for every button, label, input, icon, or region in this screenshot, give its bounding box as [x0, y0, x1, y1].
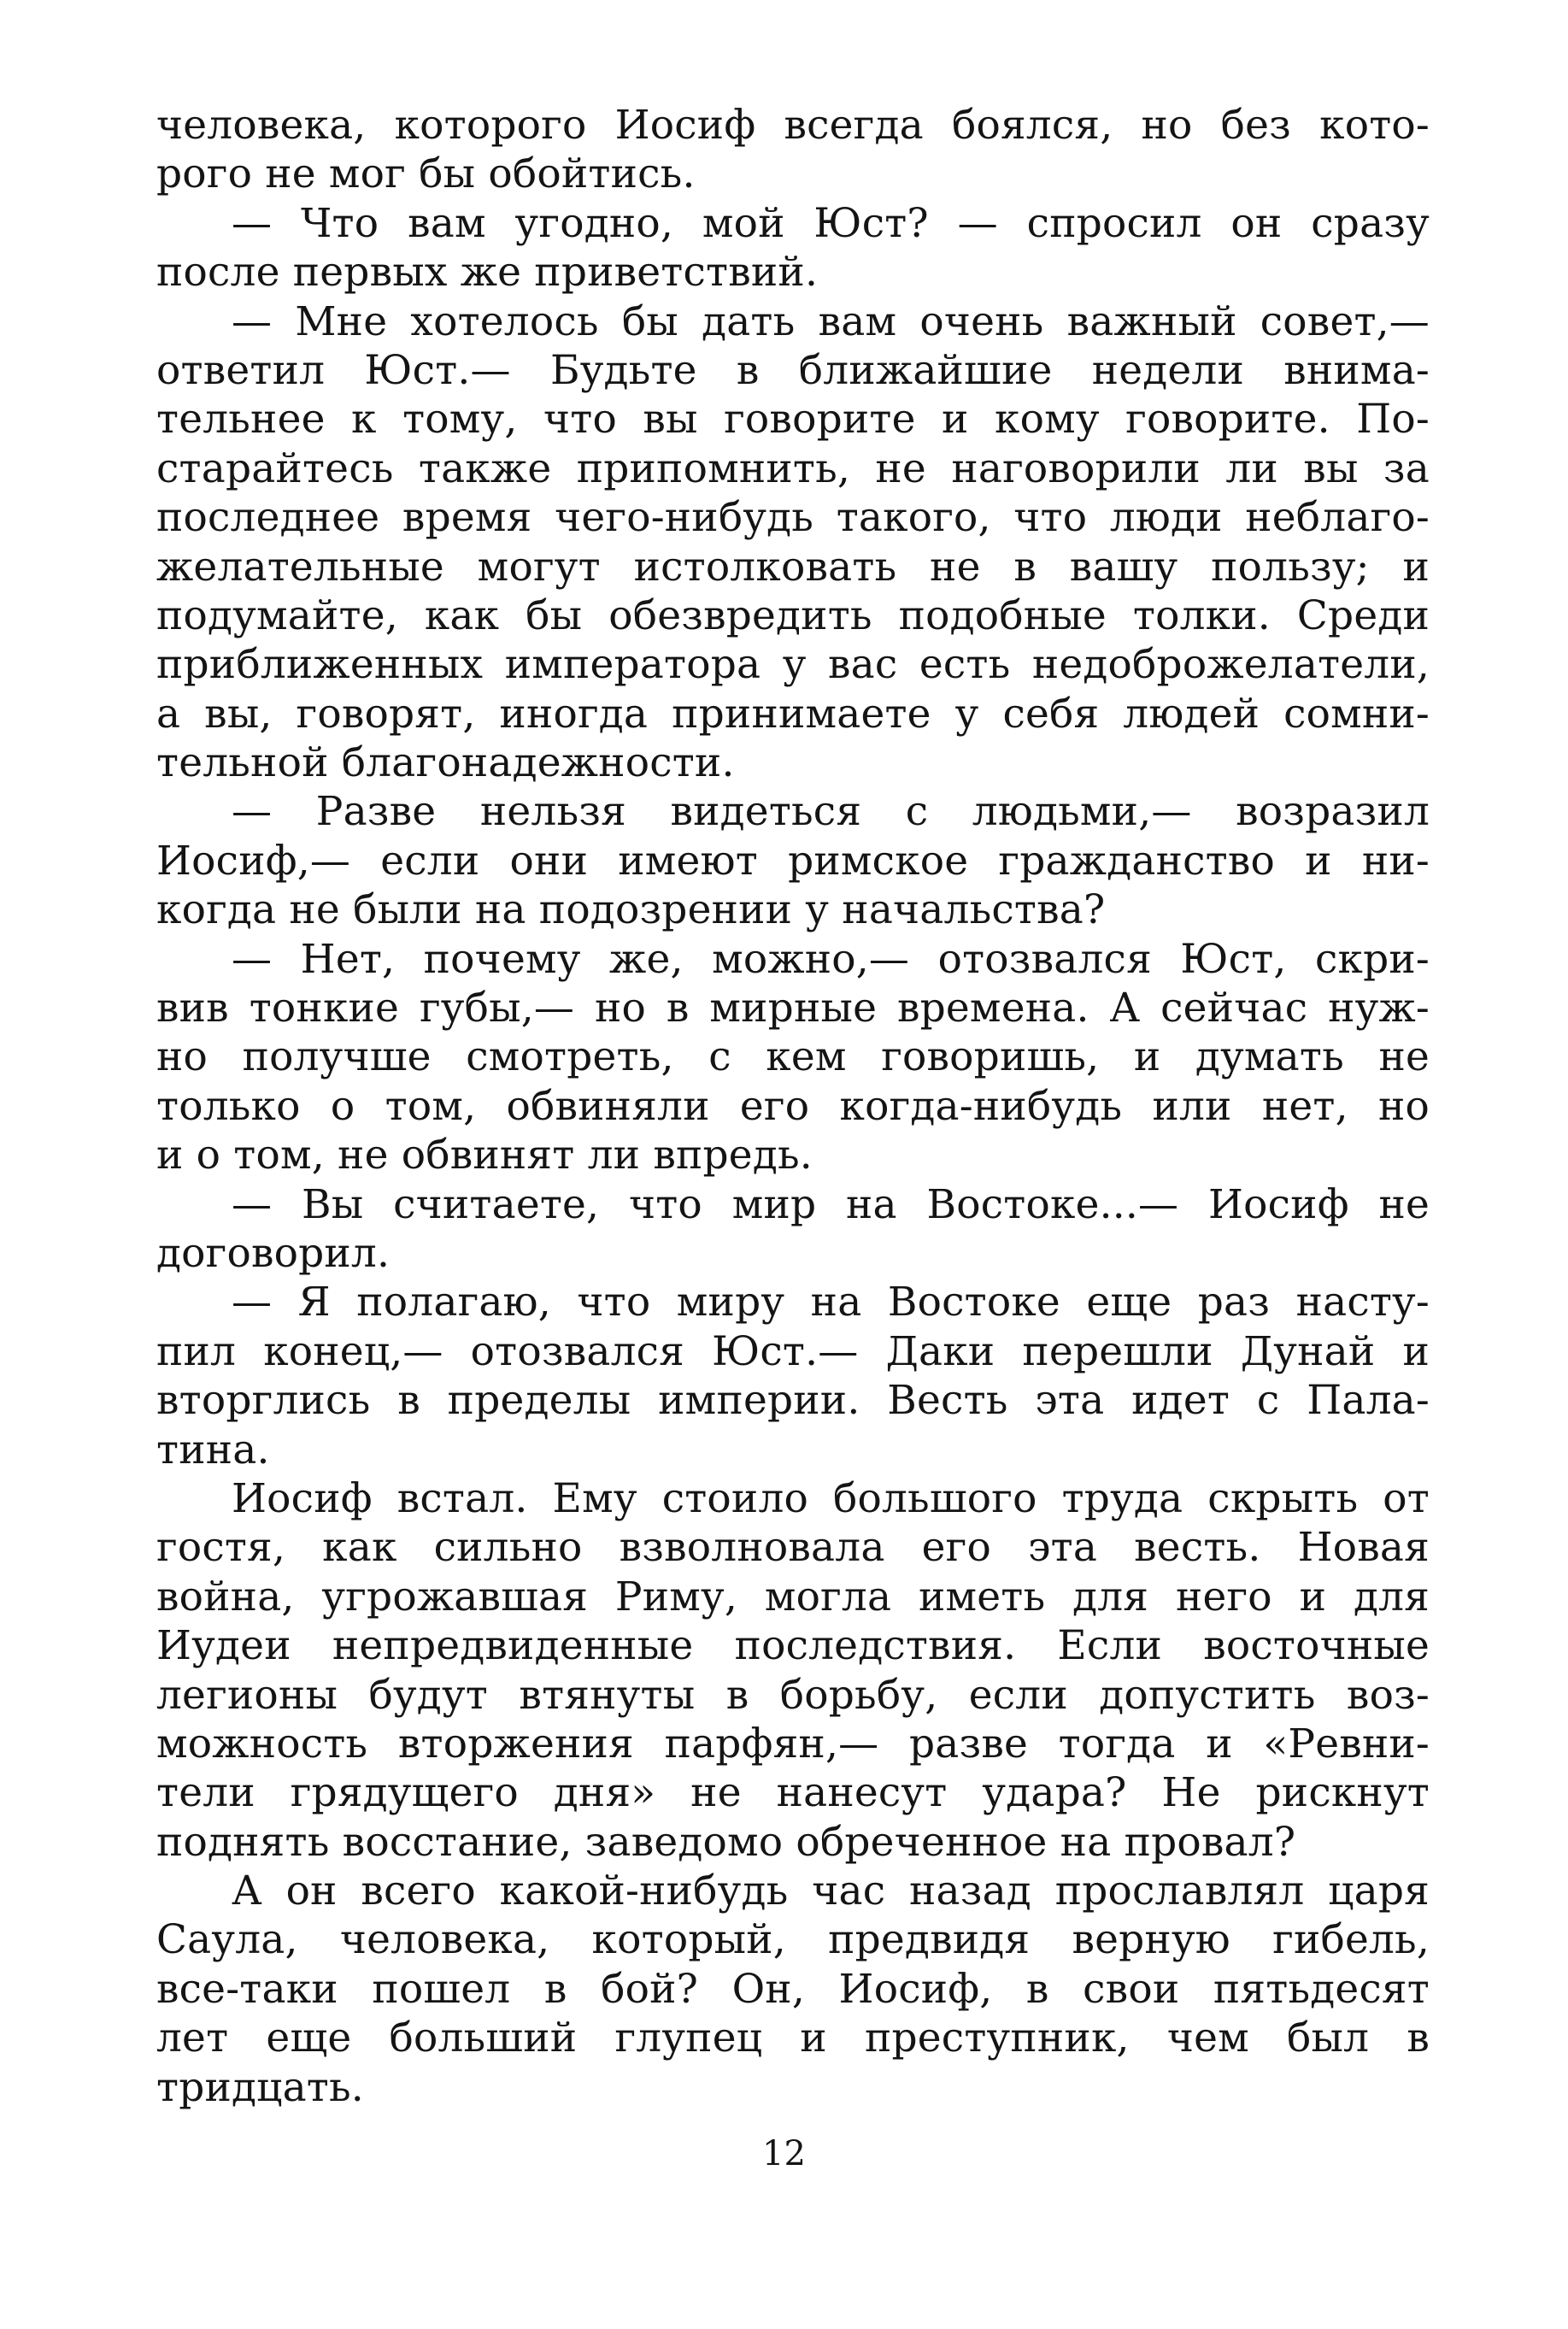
text-line: после первых же приветствий. — [156, 249, 819, 297]
text-line: старайтесь также припомнить, не наговорили ли вы за — [156, 444, 1430, 492]
text-line: гостя, как сильно взволновала его эта весть. Новая — [156, 1524, 1430, 1572]
text-line: тридцать. — [156, 2063, 364, 2111]
text-line: можность вторжения парфян,— разве тогда и «Ревни- — [156, 1720, 1430, 1767]
text-line: тельной благонадежности. — [156, 739, 735, 787]
text-line: А он всего какой-нибудь час назад прославлял царя — [232, 1867, 1430, 1915]
text-line: Иудеи непредвиденные последствия. Если восточные — [156, 1622, 1430, 1670]
text-line: тина. — [156, 1426, 270, 1473]
text-line: поднять восстание, заведомо обреченное на провал? — [156, 1818, 1296, 1866]
text-line: вторглись в пределы империи. Весть эта идет с Пала- — [156, 1377, 1430, 1425]
text-line: рого не мог бы обойтись. — [156, 150, 696, 198]
text-line: — Нет, почему же, можно,— отозвался Юст, скри- — [232, 935, 1430, 983]
text-line: Иосиф встал. Ему стоило большого труда скрыть от — [232, 1474, 1430, 1522]
text-line: — Что вам угодно, мой Юст? — спросил он сразу — [232, 199, 1430, 247]
text-line: подумайте, как бы обезвредить подобные толки. Среди — [156, 591, 1430, 639]
text-line: — Разве нельзя видеться с людьми,— возразил — [232, 788, 1430, 836]
text-line: приближенных императора у вас есть недоброжелатели, — [156, 641, 1430, 689]
text-line: когда не были на подозрении у начальства? — [156, 886, 1106, 934]
text-line: — Я полагаю, что миру на Востоке еще раз насту- — [232, 1279, 1430, 1326]
text-line: но получше смотреть, с кем говоришь, и думать не — [156, 1033, 1430, 1081]
text-line: Иосиф,— если они имеют римское гражданство и ни- — [156, 837, 1430, 885]
text-line: последнее время чего-нибудь такого, что люди неблаго- — [156, 494, 1430, 542]
text-line: договорил. — [156, 1229, 391, 1277]
text-line: тели грядущего дня» не нанесут удара? Не рискнут — [156, 1769, 1430, 1817]
text-line: тельнее к тому, что вы говорите и кому говорите. По- — [156, 396, 1430, 444]
text-line: пил конец,— отозвался Юст.— Даки перешли Дунай и — [156, 1327, 1430, 1375]
text-line: желательные могут истолковать не в вашу пользу; и — [156, 543, 1430, 591]
text-line: а вы, говорят, иногда принимаете у себя людей сомни- — [156, 690, 1430, 738]
text-line: все-таки пошел в бой? Он, Иосиф, в свои пятьдесят — [156, 1965, 1430, 2013]
text-line: человека, которого Иосиф всегда боялся, но без кото- — [156, 102, 1430, 149]
body-text — [156, 101, 1430, 2112]
text-line: легионы будут втянуты в борьбу, если допустить воз- — [156, 1671, 1430, 1719]
page-number: 12 — [762, 2134, 806, 2173]
text-line: лет еще больший глупец и преступник, чем был в — [156, 2014, 1430, 2062]
text-line: ответил Юст.— Будьте в ближайшие недели внима- — [156, 346, 1430, 394]
text-line: и о том, не обвинят ли впредь. — [156, 1132, 813, 1179]
text-line: война, угрожавшая Риму, могла иметь для него и для — [156, 1573, 1430, 1620]
text-line: только о том, обвиняли его когда-нибудь или нет, но — [156, 1082, 1430, 1130]
text-line: Саула, человека, который, предвидя верную гибель, — [156, 1916, 1430, 1964]
text-line: — Вы считаете, что мир на Востоке...— Иосиф не — [232, 1180, 1430, 1228]
text-line: вив тонкие губы,— но в мирные времена. А сейчас нуж- — [156, 985, 1430, 1032]
text-line: — Мне хотелось бы дать вам очень важный совет,— — [232, 297, 1430, 345]
